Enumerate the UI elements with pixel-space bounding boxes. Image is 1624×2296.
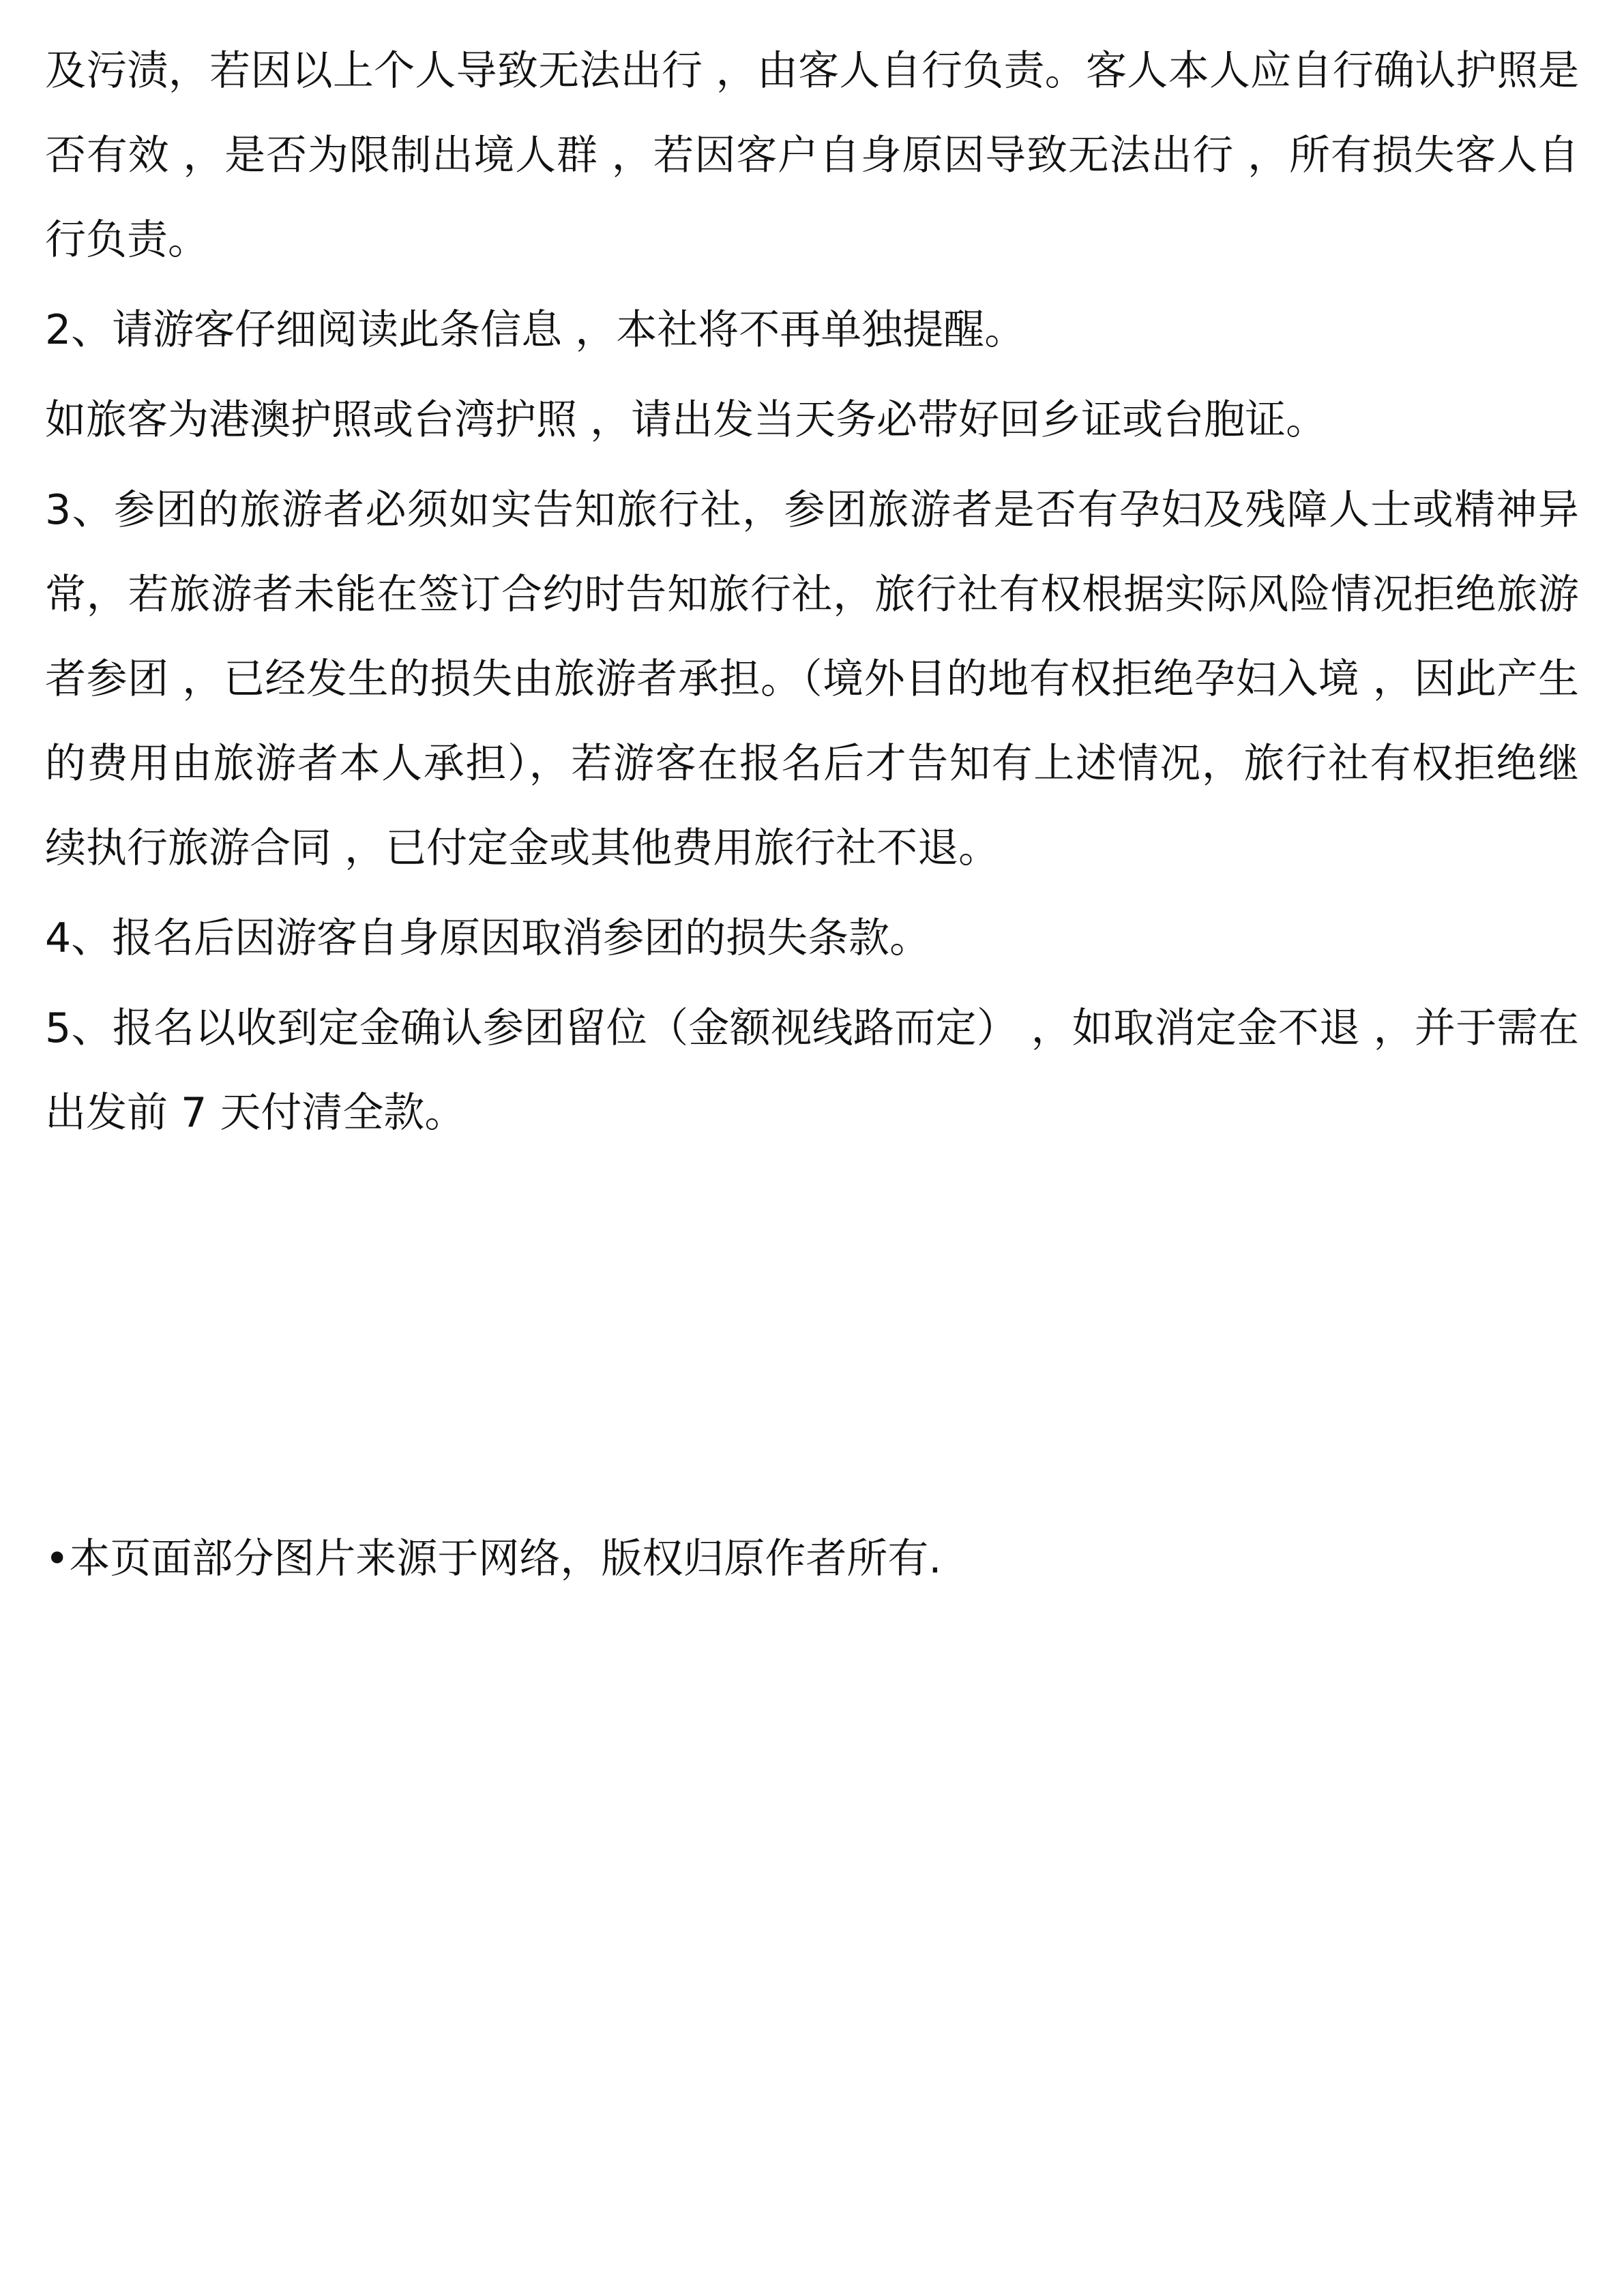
paragraph-hk-macau-taiwan-passport: 如旅客为港澳护照或台湾护照 ，请出发当天务必带好回乡证或台胞证。	[45, 396, 1327, 444]
paragraph-passport-responsibility: 及污渍，若因以上个人导致无法出行 ，由客人自行负责。客人本人应自行确认护照是否有效 ，是否为限制出境人群 ，若因客户自身原因导致无法出行 ，所有损失客人自行负责。	[45, 47, 1579, 264]
paragraph-item-4-cancellation: 4、报名后因游客自身原因取消参团的损失条款。	[45, 914, 931, 962]
image-copyright-footnote: •本页面部分图片来源于网络，版权归原作者所有.	[45, 1535, 942, 1583]
paragraph-item-2-reminder: 2、请游客仔细阅读此条信息 ，本社将不再单独提醒。	[45, 306, 1026, 354]
paragraph-item-5-deposit: 5、报名以收到定金确认参团留位（金额视线路而定） ，如取消定金不退 ，并于需在出发前 7 天付清全款。	[45, 1004, 1579, 1137]
paragraph-item-3-disclosure: 3、参团的旅游者必须如实告知旅行社，参团旅游者是否有孕妇及残障人士或精神异常，若旅游者未能在签订合约时告知旅行社，旅行社有权根据实际风险情况拒绝旅游者参团 ，已经发生的损失由旅游者承担。（境外目的地有权拒绝孕妇入境 ，因此产生的费用由旅游者本人承担），若游客在报名后才告知有上述情况，旅行社有权拒绝继续执行旅游合同 ，已付定金或其他费用旅行社不退。	[45, 486, 1579, 872]
